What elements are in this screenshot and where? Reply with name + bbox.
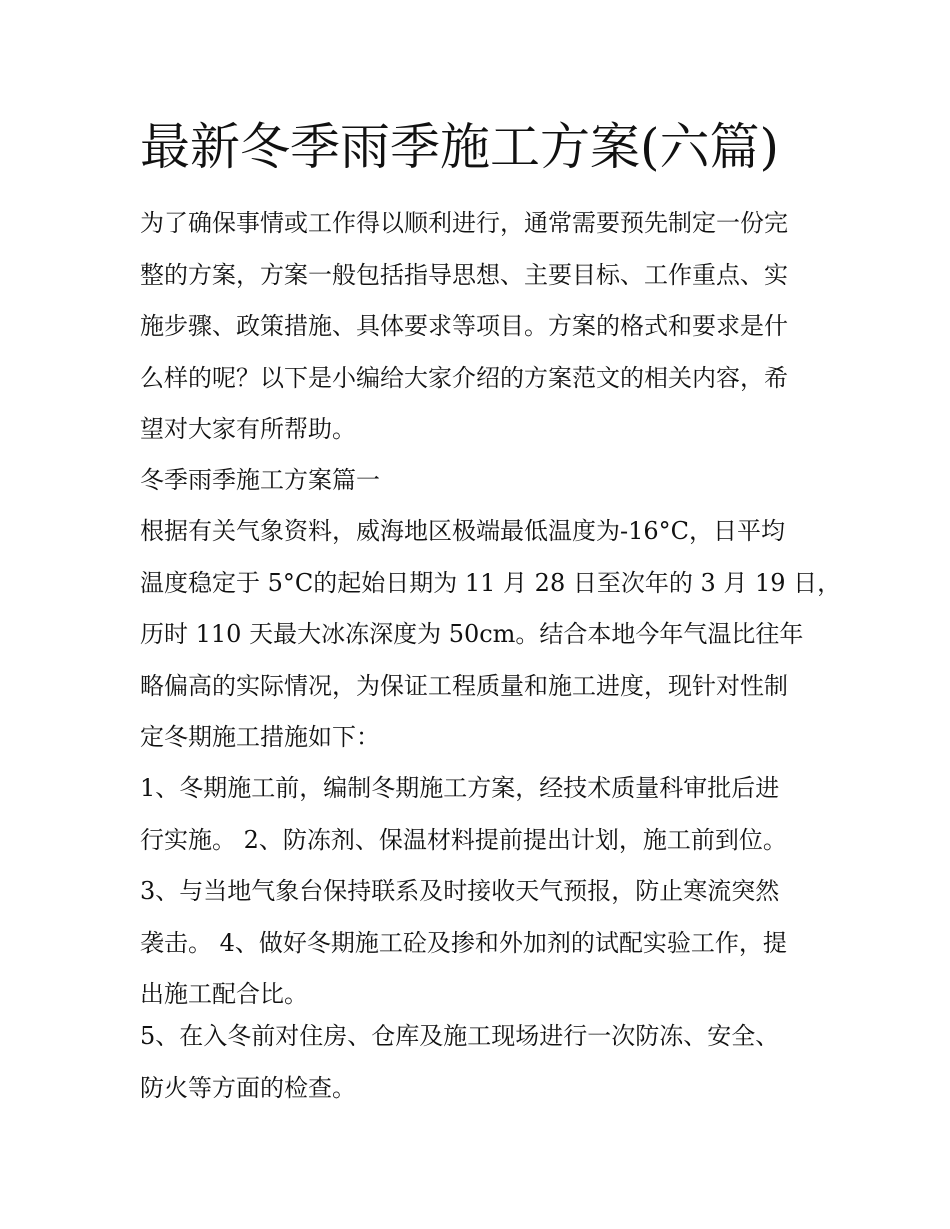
section-heading-text: 冬季雨季施工方案篇一 [140,466,380,494]
measures-line: 3、与当地气象台保持联系及时接收天气预报，防止寒流突然 [140,877,780,905]
intro-line: 为了确保事情或工作得以顺利进行，通常需要预先制定一份完 [140,209,788,237]
climate-line: 温度稳定于 5°C的起始日期为 11 月 28 日至次年的 3 月 19 日， [140,568,842,597]
measures-paragraph [140,763,820,1021]
intro-line: 施步骤、政策措施、具体要求等项目。方案的格式和要求是什 [140,312,788,340]
intro-paragraph [140,198,820,456]
measures-line: 出施工配合比。 [140,980,308,1008]
intro-line: 望对大家有所帮助。 [140,415,356,443]
inspection-line: 5、在入冬前对住房、仓库及施工现场进行一次防冻、安全、 [140,1022,780,1050]
measures-line: 行实施。 2、防冻剂、保温材料提前提出计划，施工前到位。 [140,825,787,854]
document-title: 最新冬季雨季施工方案(六篇) [140,118,780,176]
intro-line: 整的方案，方案一般包括指导思想、主要目标、工作重点、实 [140,260,788,289]
climate-line: 根据有关气象资料，威海地区极端最低温度为-16°C，日平均 [140,517,786,545]
climate-paragraph [140,506,842,764]
climate-line: 历时 110 天最大冰冻深度为 50cm。结合本地今年气温比往年 [140,620,804,648]
climate-line: 定冬期施工措施如下： [140,723,380,751]
intro-line: 么样的呢？以下是小编给大家介绍的方案范文的相关内容，希 [140,363,788,392]
measures-line: 袭击。 4、做好冬期施工砼及掺和外加剂的试配实验工作，提 [140,928,787,957]
climate-line: 略偏高的实际情况，为保证工程质量和施工进度，现针对性制 [140,671,788,700]
section-heading [140,455,820,507]
measures-line: 1、冬期施工前，编制冬期施工方案，经技术质量科审批后进 [140,774,780,802]
inspection-paragraph [140,1011,820,1114]
inspection-line: 防火等方面的检查。 [140,1073,356,1102]
